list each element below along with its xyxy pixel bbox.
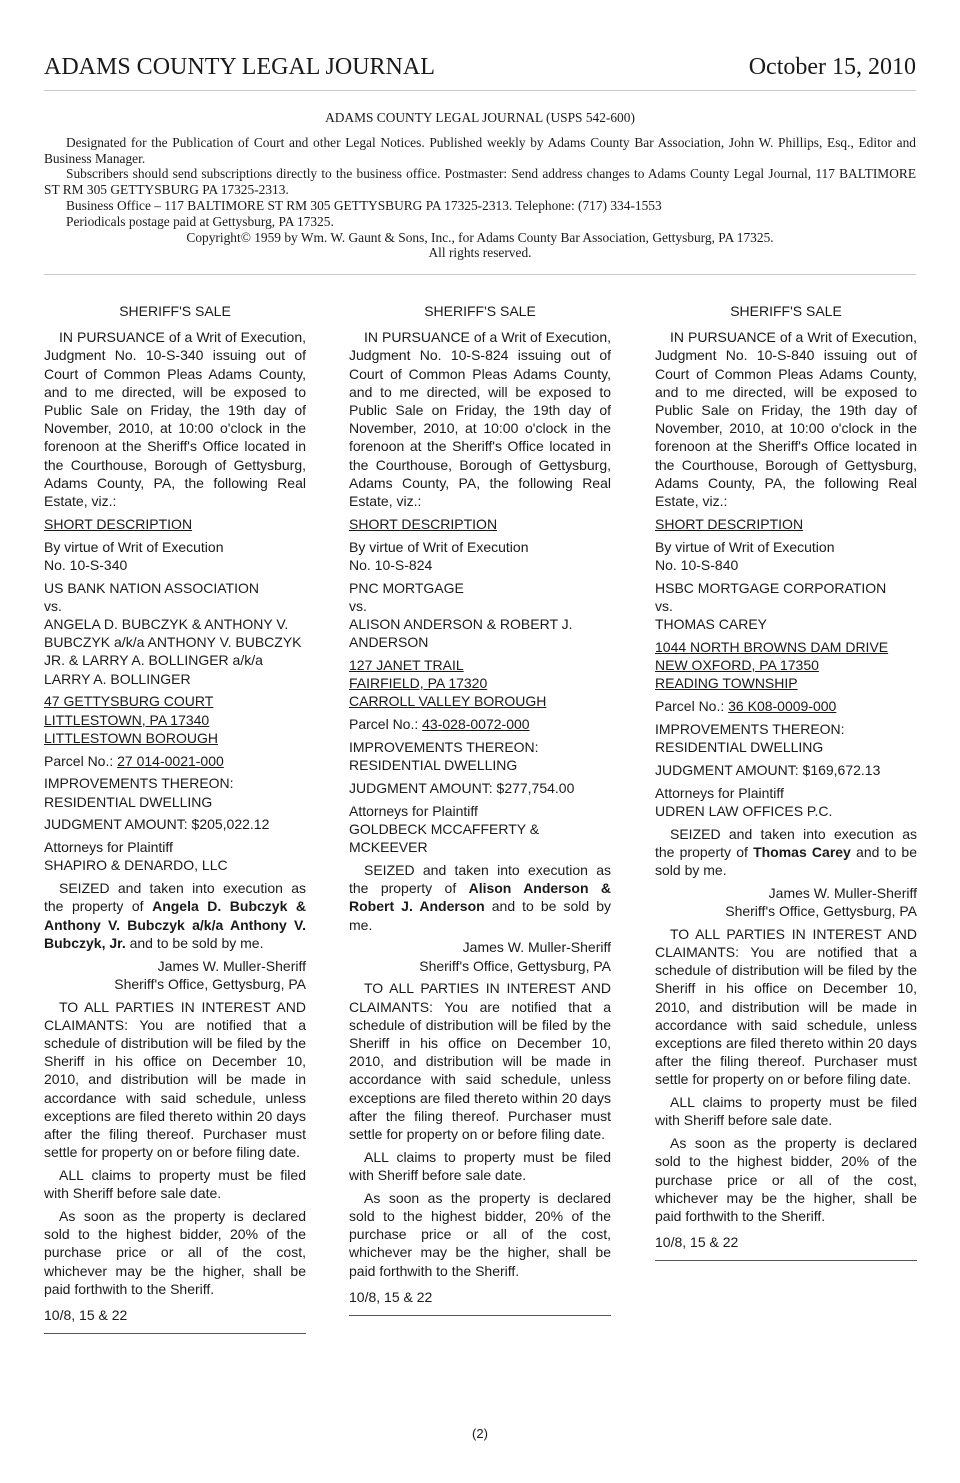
writ-block	[655, 538, 917, 574]
to-all-parties: TO ALL PARTIES IN INTEREST AND CLAIMANTS: You are notified that a schedule of distribution will be filed by the Sheriff in his office on December 10, 2010, and distribution will be made in accordance with said schedule, unless exceptions are filed thereto within 20 days after the filing thereof. Purchaser must settle for property on or before filing date.	[44, 998, 306, 1161]
improvements	[44, 774, 306, 810]
attorneys-label: Attorneys for Plaintiff	[655, 784, 784, 801]
to-all-parties: TO ALL PARTIES IN INTEREST AND CLAIMANTS: You are notified that a schedule of distribution will be filed by the Sheriff in his office on December 10, 2010, and distribution will be made in accordance with said schedule, unless exceptions are filed thereto within 20 days after the filing thereof. Purchaser must settle for property on or before filing date.	[655, 925, 917, 1088]
attorneys-name-cont: MCKEEVER	[349, 839, 428, 856]
sheriff-sale-notice-2	[349, 302, 611, 1316]
address-line-1: 127 JANET TRAIL	[349, 657, 464, 674]
improvements-type: RESIDENTIAL DWELLING	[655, 739, 824, 756]
parcel-label: Parcel No.:	[655, 698, 725, 715]
notice-heading: SHERIFF'S SALE	[730, 303, 842, 319]
all-claims: ALL claims to property must be filed with Sheriff before sale date.	[44, 1167, 306, 1202]
masthead	[44, 110, 916, 275]
improvements-label: IMPROVEMENTS THEREON:	[44, 775, 234, 792]
judgment-amount: JUDGMENT AMOUNT: $169,672.13	[655, 761, 881, 778]
property-owner: Thomas Carey	[753, 843, 851, 860]
parcel-number: 36 K08-0009-000	[728, 698, 837, 715]
page-header	[44, 50, 916, 91]
seized-statement	[44, 879, 306, 952]
property-owner: Alison Anderson & Robert J. Anderson	[349, 880, 611, 915]
parcel-label: Parcel No.:	[44, 752, 114, 769]
sheriff-name: James W. Muller-Sheriff	[462, 939, 611, 956]
address-line-3: CARROLL VALLEY BOROUGH	[349, 693, 547, 710]
property-address	[44, 692, 306, 747]
plaintiff: HSBC MORTGAGE CORPORATION	[655, 579, 887, 596]
parties-block	[349, 579, 611, 652]
attorneys-block	[349, 802, 611, 857]
improvements	[655, 720, 917, 756]
seized-statement	[655, 825, 917, 880]
address-line-1: 1044 NORTH BROWNS DAM DRIVE	[655, 638, 889, 655]
case-number: No. 10-S-340	[44, 556, 128, 573]
improvements-label: IMPROVEMENTS THEREON:	[349, 739, 539, 756]
journal-title: ADAMS COUNTY LEGAL JOURNAL	[44, 54, 435, 80]
attorneys-name: GOLDBECK MCCAFFERTY &	[349, 821, 540, 838]
attorneys-block	[655, 784, 917, 820]
property-address	[655, 638, 917, 693]
sheriff-name: James W. Muller-Sheriff	[157, 957, 306, 974]
address-line-3: READING TOWNSHIP	[655, 675, 798, 692]
attorneys-name: UDREN LAW OFFICES P.C.	[655, 802, 833, 819]
parties-block	[44, 579, 306, 688]
parcel-number: 43-028-0072-000	[422, 716, 530, 733]
short-description-label: SHORT DESCRIPTION	[655, 515, 804, 532]
as-soon-as: As soon as the property is declared sold to the highest bidder, 20% of the purchase price or all of the cost, whichever may be the higher, shall be paid forthwith to the Sheriff.	[44, 1208, 306, 1297]
defendant: THOMAS CAREY	[655, 616, 768, 633]
seized-prefix: SEIZED and taken into execution as the property of	[655, 825, 917, 860]
sheriff-signature	[349, 938, 611, 974]
seized-prefix: SEIZED and taken into execution as the property of	[44, 880, 306, 915]
by-virtue-text: By virtue of Writ of Execution	[349, 538, 529, 555]
defendant: ALISON ANDERSON & ROBERT J. ANDERSON	[349, 616, 573, 651]
improvements-type: RESIDENTIAL DWELLING	[44, 793, 213, 810]
notice-heading: SHERIFF'S SALE	[119, 303, 231, 319]
parties-block	[655, 579, 917, 634]
plaintiff: PNC MORTGAGE	[349, 579, 464, 596]
judgment-amount: JUDGMENT AMOUNT: $205,022.12	[44, 816, 270, 833]
as-soon-as: As soon as the property is declared sold to the highest bidder, 20% of the purchase price or all of the cost, whichever may be the higher, shall be paid forthwith to the Sheriff.	[349, 1189, 611, 1279]
address-line-2: LITTLESTOWN, PA 17340	[44, 711, 210, 728]
short-description-label: SHORT DESCRIPTION	[349, 515, 498, 532]
sheriff-office: Sheriff's Office, Gettysburg, PA	[114, 975, 306, 992]
issue-date: October 15, 2010	[748, 54, 916, 80]
property-address	[349, 656, 611, 711]
sheriff-office: Sheriff's Office, Gettysburg, PA	[725, 903, 917, 920]
sheriff-sale-notice-3	[655, 302, 917, 1261]
notice-intro: IN PURSUANCE of a Writ of Execution, Judgment No. 10-S-340 issuing out of Court of Common Pleas Adams County, and to me directed, will be exposed to Public Sale on Friday, the 19th day of November, 2010, at 10:00 o'clock in the forenoon at the Sheriff's Office located in the Courthouse, Borough of Gettysburg, Adams County, PA, the following Real Estate, viz.:	[44, 329, 306, 510]
address-line-3: LITTLESTOWN BOROUGH	[44, 729, 218, 746]
improvements	[349, 738, 611, 774]
page-number: (2)	[472, 1426, 488, 1441]
notice-divider	[349, 1315, 611, 1316]
sheriff-office: Sheriff's Office, Gettysburg, PA	[419, 957, 611, 974]
attorneys-label: Attorneys for Plaintiff	[349, 802, 478, 819]
sheriff-signature	[655, 884, 917, 920]
publication-dates: 10/8, 15 & 22	[349, 1288, 433, 1305]
masthead-title: ADAMS COUNTY LEGAL JOURNAL (USPS 542-600)	[325, 110, 635, 125]
address-line-1: 47 GETTYSBURG COURT	[44, 693, 214, 710]
by-virtue-text: By virtue of Writ of Execution	[44, 538, 224, 555]
improvements-label: IMPROVEMENTS THEREON:	[655, 720, 845, 737]
as-soon-as: As soon as the property is declared sold to the highest bidder, 20% of the purchase price or all of the cost, whichever may be the higher, shall be paid forthwith to the Sheriff.	[655, 1135, 917, 1225]
masthead-periodicals: Periodicals postage paid at Gettysburg, PA 17325.	[66, 213, 334, 229]
masthead-rights: All rights reserved.	[428, 245, 532, 261]
notice-intro: IN PURSUANCE of a Writ of Execution, Judgment No. 10-S-824 issuing out of Court of Common Pleas Adams County, and to me directed, will be exposed to Public Sale on Friday, the 19th day of November, 2010, at 10:00 o'clock in the forenoon at the Sheriff's Office located in the Courthouse, Borough of Gettysburg, Adams County, PA, the following Real Estate, viz.:	[349, 329, 611, 510]
sheriff-name: James W. Muller-Sheriff	[768, 884, 917, 901]
sheriff-signature	[44, 957, 306, 993]
defendant: ANGELA D. BUBCZYK & ANTHONY V. BUBCZYK a/k/a ANTHONY V. BUBCZYK JR. & LARRY A. BOLLINGER a/k/a LARRY A. BOLLINGER	[44, 616, 302, 687]
seized-prefix: SEIZED and taken into execution as the property of	[349, 862, 611, 897]
masthead-subscribers: Subscribers should send subscriptions directly to the business office. Postmaster: Send address changes to Adams County Legal Journal, 117 BALTIMORE ST RM 305 GETTYSBURG PA 17325-2313.	[44, 166, 916, 198]
masthead-copyright: Copyright© 1959 by Wm. W. Gaunt & Sons, Inc., for Adams County Bar Association, Gettysburg, PA 17325.	[186, 229, 774, 245]
notice-heading: SHERIFF'S SALE	[424, 303, 536, 319]
by-virtue-text: By virtue of Writ of Execution	[655, 538, 835, 555]
publication-dates: 10/8, 15 & 22	[44, 1307, 128, 1324]
sheriff-sale-notice-1	[44, 302, 306, 1334]
parcel-line	[655, 697, 917, 715]
all-claims: ALL claims to property must be filed with Sheriff before sale date.	[655, 1094, 917, 1129]
attorneys-label: Attorneys for Plaintiff	[44, 839, 173, 856]
writ-block	[349, 538, 611, 574]
attorneys-name: SHAPIRO & DENARDO, LLC	[44, 857, 228, 874]
short-description-label: SHORT DESCRIPTION	[44, 515, 193, 532]
seized-suffix: and to be sold by me.	[655, 843, 918, 879]
notice-divider	[44, 1333, 306, 1334]
masthead-designated: Designated for the Publication of Court and other Legal Notices. Published weekly by Adams County Bar Association, John W. Phillips, Esq., Editor and Business Manager.	[44, 134, 916, 166]
all-claims: ALL claims to property must be filed with Sheriff before sale date.	[349, 1148, 611, 1184]
parcel-line	[349, 715, 611, 733]
plaintiff: US BANK NATION ASSOCIATION	[44, 579, 259, 596]
address-line-2: FAIRFIELD, PA 17320	[349, 675, 488, 692]
seized-statement	[349, 861, 611, 934]
publication-dates: 10/8, 15 & 22	[655, 1234, 739, 1251]
parcel-number: 27 014-0021-000	[117, 752, 224, 769]
masthead-business-office: Business Office – 117 BALTIMORE ST RM 305 GETTYSBURG PA 17325-2313. Telephone: (717) 334-1553	[66, 197, 662, 213]
attorneys-block	[44, 838, 306, 874]
seized-suffix: and to be sold by me.	[129, 934, 264, 951]
seized-suffix: and to be sold by me.	[349, 898, 611, 933]
improvements-type: RESIDENTIAL DWELLING	[349, 757, 518, 774]
notice-intro: IN PURSUANCE of a Writ of Execution, Judgment No. 10-S-840 issuing out of Court of Common Pleas Adams County, and to me directed, will be exposed to Public Sale on Friday, the 19th day of November, 2010, at 10:00 o'clock in the forenoon at the Sheriff's Office located in the Courthouse, Borough of Gettysburg, Adams County, PA, the following Real Estate, viz.:	[655, 329, 917, 510]
to-all-parties: TO ALL PARTIES IN INTEREST AND CLAIMANTS: You are notified that a schedule of distribution will be filed by the Sheriff in his office on December 10, 2010, and distribution will be made in accordance with said schedule, unless exceptions are filed thereto within 20 days after the filing thereof. Purchaser must settle for property on or before filing date.	[349, 980, 611, 1143]
writ-block	[44, 538, 306, 574]
case-number: No. 10-S-840	[655, 556, 739, 573]
property-owner: Angela D. Bubczyk & Anthony V. Bubczyk a/k/a Anthony V. Bubczyk, Jr.	[44, 898, 307, 951]
parcel-line	[44, 752, 306, 770]
address-line-2: NEW OXFORD, PA 17350	[655, 657, 819, 674]
parcel-label: Parcel No.:	[349, 716, 419, 733]
judgment-amount: JUDGMENT AMOUNT: $277,754.00	[349, 780, 575, 797]
versus: vs.	[349, 597, 367, 614]
versus: vs.	[44, 597, 62, 614]
case-number: No. 10-S-824	[349, 556, 433, 573]
versus: vs.	[655, 597, 673, 614]
notice-divider	[655, 1260, 917, 1261]
